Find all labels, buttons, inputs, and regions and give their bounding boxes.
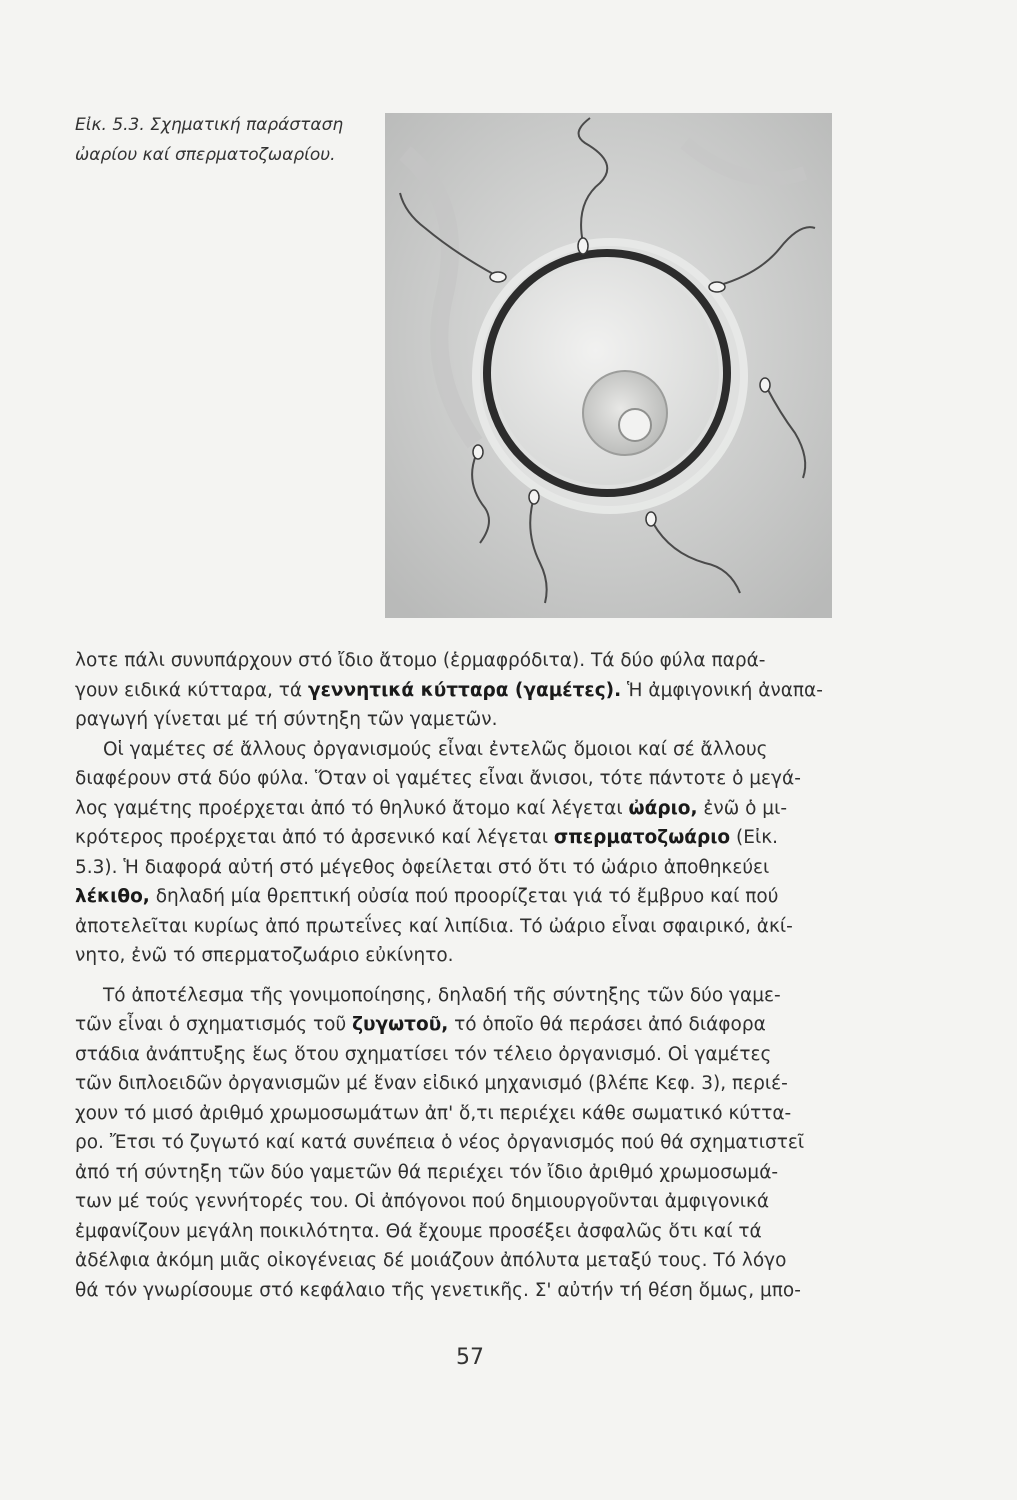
text-run: λος γαμέτης προέρχεται ἀπό τό θηλυκό ἄτομο καί λέγεται xyxy=(75,797,629,819)
text-line: χουν τό μισό ἀριθμό χρωμοσωμάτων ἀπ' ὅ,τι περιέχει κάθε σωματικό κύττα- xyxy=(75,1102,792,1124)
text-line: ρο. Ἔτσι τό ζυγωτό καί κατά συνέπεια ὁ νέος ὀργανισμός πού θά σχηματιστεῖ xyxy=(75,1132,805,1153)
text-run: κρότερος προέρχεται ἀπό τό ἀρσενικό καί λέγεται xyxy=(75,827,554,848)
bold-term: σπερματοζωάριο xyxy=(553,827,731,848)
caption-line: ὠαρίου καί σπερματοζωαρίου. xyxy=(75,145,336,165)
text-line: ραγωγή γίνεται μέ τή σύντηξη τῶν γαμετῶν. xyxy=(75,709,498,730)
text-run: τό ὁποῖο θά περάσει ἀπό διάφορα xyxy=(448,1014,766,1035)
caption-line: Εἰκ. 5.3. Σχηματική παράσταση xyxy=(75,115,344,135)
body-text xyxy=(75,646,865,1305)
text-line: ἀδέλφια ἀκόμη μιᾶς οἰκογένειας δέ μοιάζουν ἀπόλυτα μεταξύ τους. Τό λόγο xyxy=(75,1250,787,1271)
text-line: Τό ἀποτέλεσμα τῆς γονιμοποίησης, δηλαδή τῆς σύντηξης τῶν δύο γαμε- xyxy=(103,984,781,1006)
text-line: Οἱ γαμέτες σέ ἄλλους ὀργανισμούς εἶναι ἐντελῶς ὅμοιοι καί σέ ἄλλους xyxy=(103,738,768,760)
text-run: γουν ειδικά κύτταρα, τά xyxy=(75,679,308,701)
text-line: τῶν διπλοειδῶν ὀργανισμῶν μέ ἕναν εἰδικό μηχανισμό (βλέπε Κεφ. 3), περιέ- xyxy=(75,1073,788,1094)
text-line: νητο, ἐνῶ τό σπερματοζωάριο εὐκίνητο. xyxy=(75,945,454,966)
text-line: λοτε πάλι συνυπάρχουν στό ἴδιο ἄτομο (ἑρμαφρόδιτα). Τά δύο φύλα παρά- xyxy=(75,650,766,671)
text-line: στάδια ἀνάπτυξης ἕως ὅτου σχηματίσει τόν τέλειο ὀργανισμό. Οἱ γαμέτες xyxy=(75,1043,772,1065)
text-line: ἀπό τή σύντηξη τῶν δύο γαμετῶν θά περιέχει τόν ἴδιο ἀριθμό χρωμοσωμά- xyxy=(75,1161,779,1183)
text-line xyxy=(75,1010,865,1040)
text-line: διαφέρουν στά δύο φύλα. Ὅταν οἱ γαμέτες εἶναι ἄνισοι, τότε πάντοτε ὁ μεγά- xyxy=(75,768,801,789)
bold-term: λέκιθο, xyxy=(75,886,150,907)
text-line: ἐμφανίζουν μεγάλη ποικιλότητα. Θά ἔχουμε προσέξει ἀσφαλῶς ὅτι καί τά xyxy=(75,1220,762,1242)
figure-caption xyxy=(75,110,375,170)
text-line: των μέ τούς γεννήτορές του. Οἱ ἀπόγονοι πού δημιουργοῦνται ἀμφιγονικά xyxy=(75,1191,770,1212)
text-line: ἀποτελεῖται κυρίως ἀπό πρωτεΐνες καί λιπίδια. Τό ὠάριο εἶναι σφαιρικό, ἀκί- xyxy=(75,915,793,937)
text-run: τῶν εἶναι ὁ σχηματισμός τοῦ xyxy=(75,1014,353,1035)
bold-term: ζυγωτοῦ, xyxy=(352,1014,449,1035)
text-line: 5.3). Ἡ διαφορά αὐτή στό μέγεθος ὀφείλεται στό ὅτι τό ὠάριο ἀποθηκεύει xyxy=(75,856,770,878)
text-run: Ἡ ἀμφιγονική ἀναπα- xyxy=(621,679,823,701)
text-line: θά τόν γνωρίσουμε στό κεφάλαιο τῆς γενετικῆς. Σ' αὐτήν τή θέση ὅμως, μπο- xyxy=(75,1279,801,1301)
text-run: (Εἰκ. xyxy=(730,827,778,848)
text-line xyxy=(75,794,865,824)
text-line xyxy=(75,676,865,706)
text-run: δηλαδή μία θρεπτική οὐσία πού προορίζεται γιά τό ἔμβρυο καί πού xyxy=(149,886,779,907)
egg-sperm-illustration xyxy=(385,113,832,618)
text-line xyxy=(75,882,865,912)
text-line xyxy=(75,823,865,853)
bold-term: ὠάριο, xyxy=(628,797,698,819)
text-run: ἐνῶ ὁ μι- xyxy=(697,797,788,819)
page-number: 57 xyxy=(456,1345,484,1370)
bold-term: γεννητικά κύτταρα (γαμέτες). xyxy=(308,679,622,701)
